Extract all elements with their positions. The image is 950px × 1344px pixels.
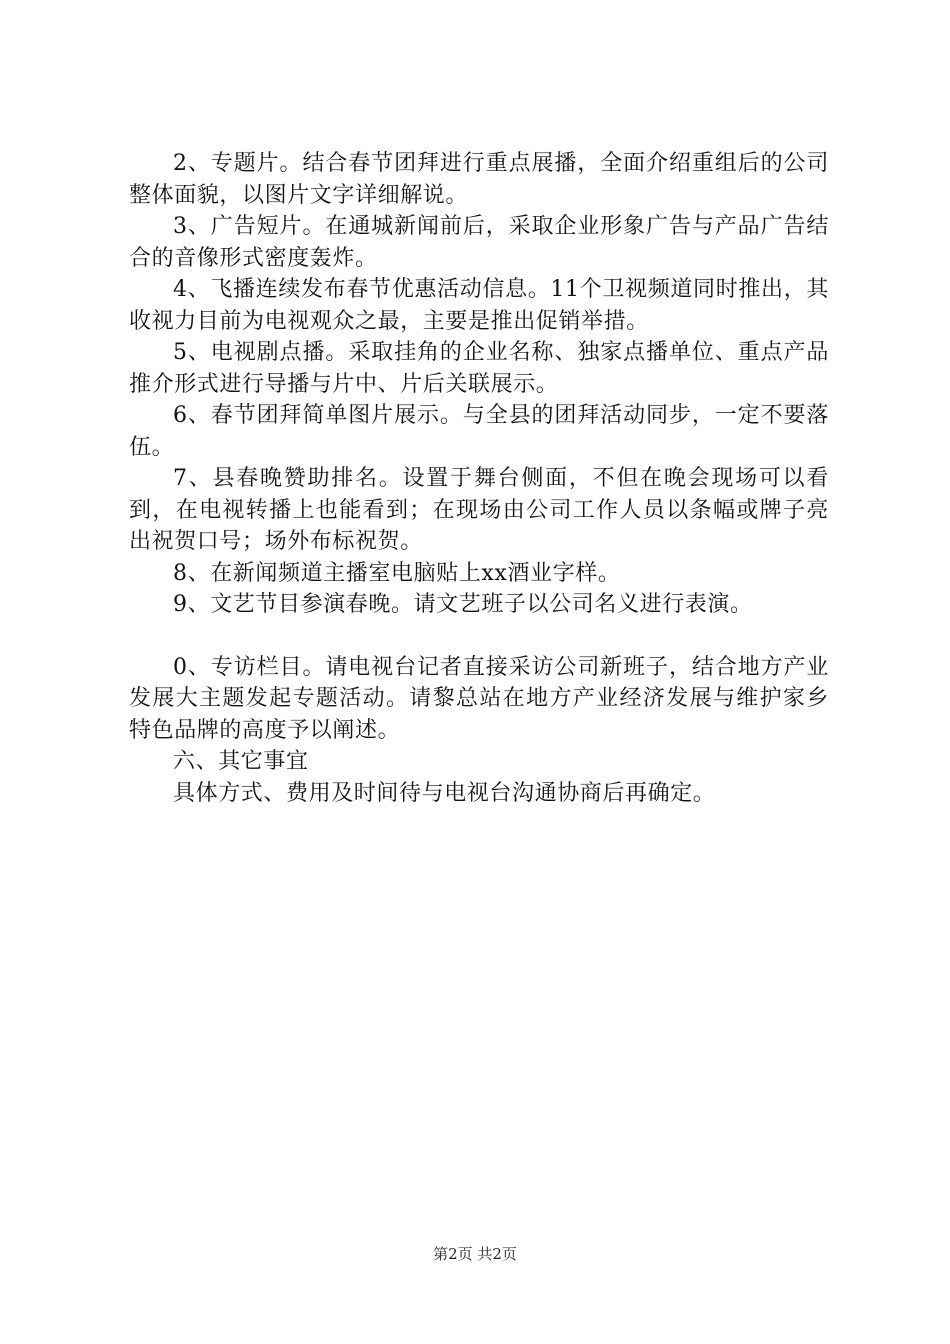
section-heading-other-matters: 六、其它事宜 [173,749,309,774]
paragraph-item-8: 8、在新闻频道主播室电脑贴上xx酒业字样。 [173,560,621,586]
paragraph-item-4: 4、飞播连续发布春节优惠活动信息。11个卫视频道同时推出，其收视力目前为电视观众之最，主要是推出促销举措。 [129,277,829,334]
paragraph-item-3: 3、广告短片。在通城新闻前后，采取企业形象广告与产品广告结合的音像形式密度轰炸。 [129,214,829,271]
paragraph-closing: 具体方式、费用及时间待与电视台沟通协商后再确定。 [173,780,716,806]
paragraph-item-9: 9、文艺节目参演春晚。请文艺班子以公司名义进行表演。 [173,592,753,617]
paragraph-item-2: 2、专题片。结合春节团拜进行重点展播，全面介绍重组后的公司整体面貌，以图片文字详细解说。 [129,151,829,208]
page-number-footer: 第2页 共2页 [433,1245,517,1263]
paragraph-item-5: 5、电视剧点播。采取挂角的企业名称、独家点播单位、重点产品推介形式进行导播与片中、片后关联展示。 [129,340,829,397]
document-body [129,148,829,809]
paragraph-item-10: 0、专访栏目。请电视台记者直接采访公司新班子，结合地方产业发展大主题发起专题活动。请黎总站在地方产业经济发展与维护家乡特色品牌的高度予以阐述。 [129,654,829,743]
paragraph-item-7: 7、县春晚赞助排名。设置于舞台侧面，不但在晚会现场可以看到，在电视转播上也能看到；在现场由公司工作人员以条幅或牌子亮出祝贺口号；场外布标祝贺。 [129,466,829,554]
paragraph-item-6: 6、春节团拜简单图片展示。与全县的团拜活动同步，一定不要落伍。 [129,403,829,460]
